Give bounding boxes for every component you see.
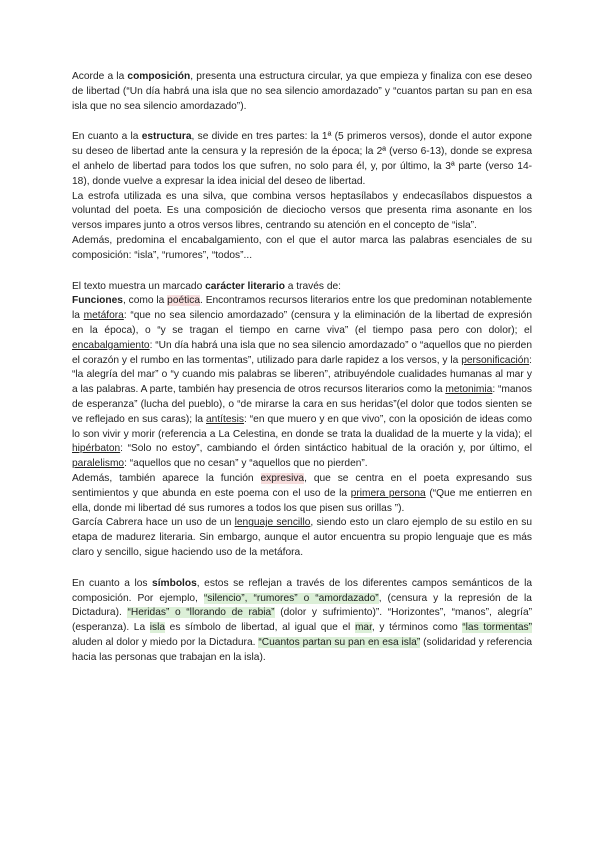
paragraph-literary-intro [72,280,532,295]
bold-term: carácter literario [205,280,285,292]
text: , siendo esto un claro ejemplo de su estilo en su etapa de madurez literaria. Sin embargo, aunque el autor encuentra su propio lenguaje que es más claro y sencillo, sigue haciendo uso de la metáfora. [72,517,533,558]
highlighted-term: expresiva [260,472,305,484]
paragraph-functions [72,294,532,472]
highlighted-term: “las tormentas” [462,622,532,634]
underlined-term: metonimia [445,384,493,396]
underlined-term: hipérbaton [72,443,121,455]
text: García Cabrera hace un uso de un [72,517,235,529]
text: : “en que muero y en que vivo”, con la oposición de ideas como lo son vivir y morir (referencia a La Celestina, en donde se trata la dualidad de la muerte y la vida); el [72,413,532,440]
highlighted-term: mar [354,622,372,634]
text: , presenta una estructura circular, ya que empieza y finaliza con ese deseo de libertad (“Un día habrá una isla que no sea silencio amordazado” y “cuantos partan su pan en esa isla que no sea silencio amordazado”). [72,71,532,112]
bold-term: símbolos [152,577,197,589]
text: , como la [122,295,168,307]
text: aluden al dolor y miedo por la Dictadura. [72,636,259,648]
underlined-term: encabalgamiento [72,339,150,351]
text: (dolor y sufrimiento)”. “Horizontes”, “manos”, alegría” (esperanza). La [72,607,532,634]
bold-term: Funciones [72,295,123,307]
text: (solidaridad y referencia hacia las personas que trabajan en la isla). [72,636,532,663]
paragraph-expressive [72,472,532,516]
text: , (censura y la represión de la Dictadura). [72,592,532,619]
underlined-term: paralelismo [72,458,125,470]
text: En cuanto a los [72,577,153,589]
text: En cuanto a la [72,131,142,143]
text: , y términos como [371,622,463,634]
underlined-term: lenguaje sencillo [234,517,311,529]
bold-term: composición [127,71,191,82]
text: a través de: [284,280,341,292]
text: . Encontramos recursos literarios entre los que predominan notablemente la [72,295,532,322]
text: : “Solo no estoy”, cambiando el órden sintáctico habitual de la oración y, por último, el [120,443,532,455]
document-page [72,70,532,665]
text: : “la alegría del mar” o “y cuando mis palabras se liberen”, atribuyéndole cualidades humanas al mar y a las palabras. A parte, también hay presencia de otros recursos literarios como la [72,354,532,396]
text: (“Que me entierren en ella, donde mi libertad dé sus rumores a todos los que pisen sus orillas ”). [72,487,532,514]
highlighted-term: isla [149,622,166,634]
text: es símbolo de libertad, al igual que el [165,622,355,634]
text: : “que no sea silencio amordazado” (censura y la eliminación de la libertad de expresión en la época), o “y se tragan el tiempo en carne viva” (el tiempo pasa pero con dolor); el [72,310,532,336]
underlined-term: primera persona [350,487,426,499]
paragraph-enjambment: Además, predomina el encabalgamiento, con el que el autor marca las palabras esenciales de su composición: “isla”, “rumores”, “todos”... [72,234,532,261]
paragraph-composition [72,70,532,114]
text: El texto muestra un marcado [72,280,206,292]
text: Acorde a la [72,71,128,82]
highlighted-term: “Cuantos partan su pan en esa isla” [258,636,421,648]
highlighted-term: “silencio”, “rumores” o “amordazado” [203,592,379,604]
underlined-term: metáfora [83,310,124,322]
text: , estos se reflejan a través de los diferentes campos semánticos de la composición. Por ejemplo, [72,577,532,604]
text: : “Un día habrá una isla que no sea silencio amordazado” o “aquellos que no pierden el corazón y el rumbo en las tormentas”, utilizado para darle rapidez a los versos, y la [72,339,532,366]
bold-term: estructura [141,131,192,143]
text: , se divide en tres partes: la 1ª (5 primeros versos), donde el autor expone su deseo de libertad ante la censura y la represión de la época; la 2ª (verso 6-13), donde se expresa el anhelo de libertad para todos los que sufren, no solo para él, y, por último, la 3ª parte (verso 14-18), donde vuelve a expresar la idea inicial del deseo de libertad. [72,131,532,187]
highlighted-term: “Heridas” o “llorando de rabia” [127,607,275,619]
paragraph-stanza: La estrofa utilizada es una silva, que combina versos heptasílabos y endecasílabos dispuestos a voluntad del poeta. Es una composición de dieciocho versos que presenta rima asonante en los versos impares junto a otros versos libres, centrando su atención en el concepto de “isla”. [72,190,532,232]
text: : “aquellos que no cesan” y “aquellos que no pierden”. [124,458,368,470]
paragraph-language [72,516,532,560]
text: : “manos de esperanza” (lucha del pueblo), o “de mirarse la cara en sus heridas”(el dolor que todos sienten se ve reflejado en sus caras); la [72,384,532,425]
highlighted-term: poética [167,295,201,307]
underlined-term: personificación [461,354,530,366]
paragraph-symbols [72,577,532,666]
text: Además, también aparece la función [72,472,261,484]
paragraph-structure [72,130,532,189]
underlined-term: antítesis [206,413,244,425]
text: , que se centra en el poeta expresando sus sentimientos y que abunda en este poema con el uso de la [72,472,532,499]
